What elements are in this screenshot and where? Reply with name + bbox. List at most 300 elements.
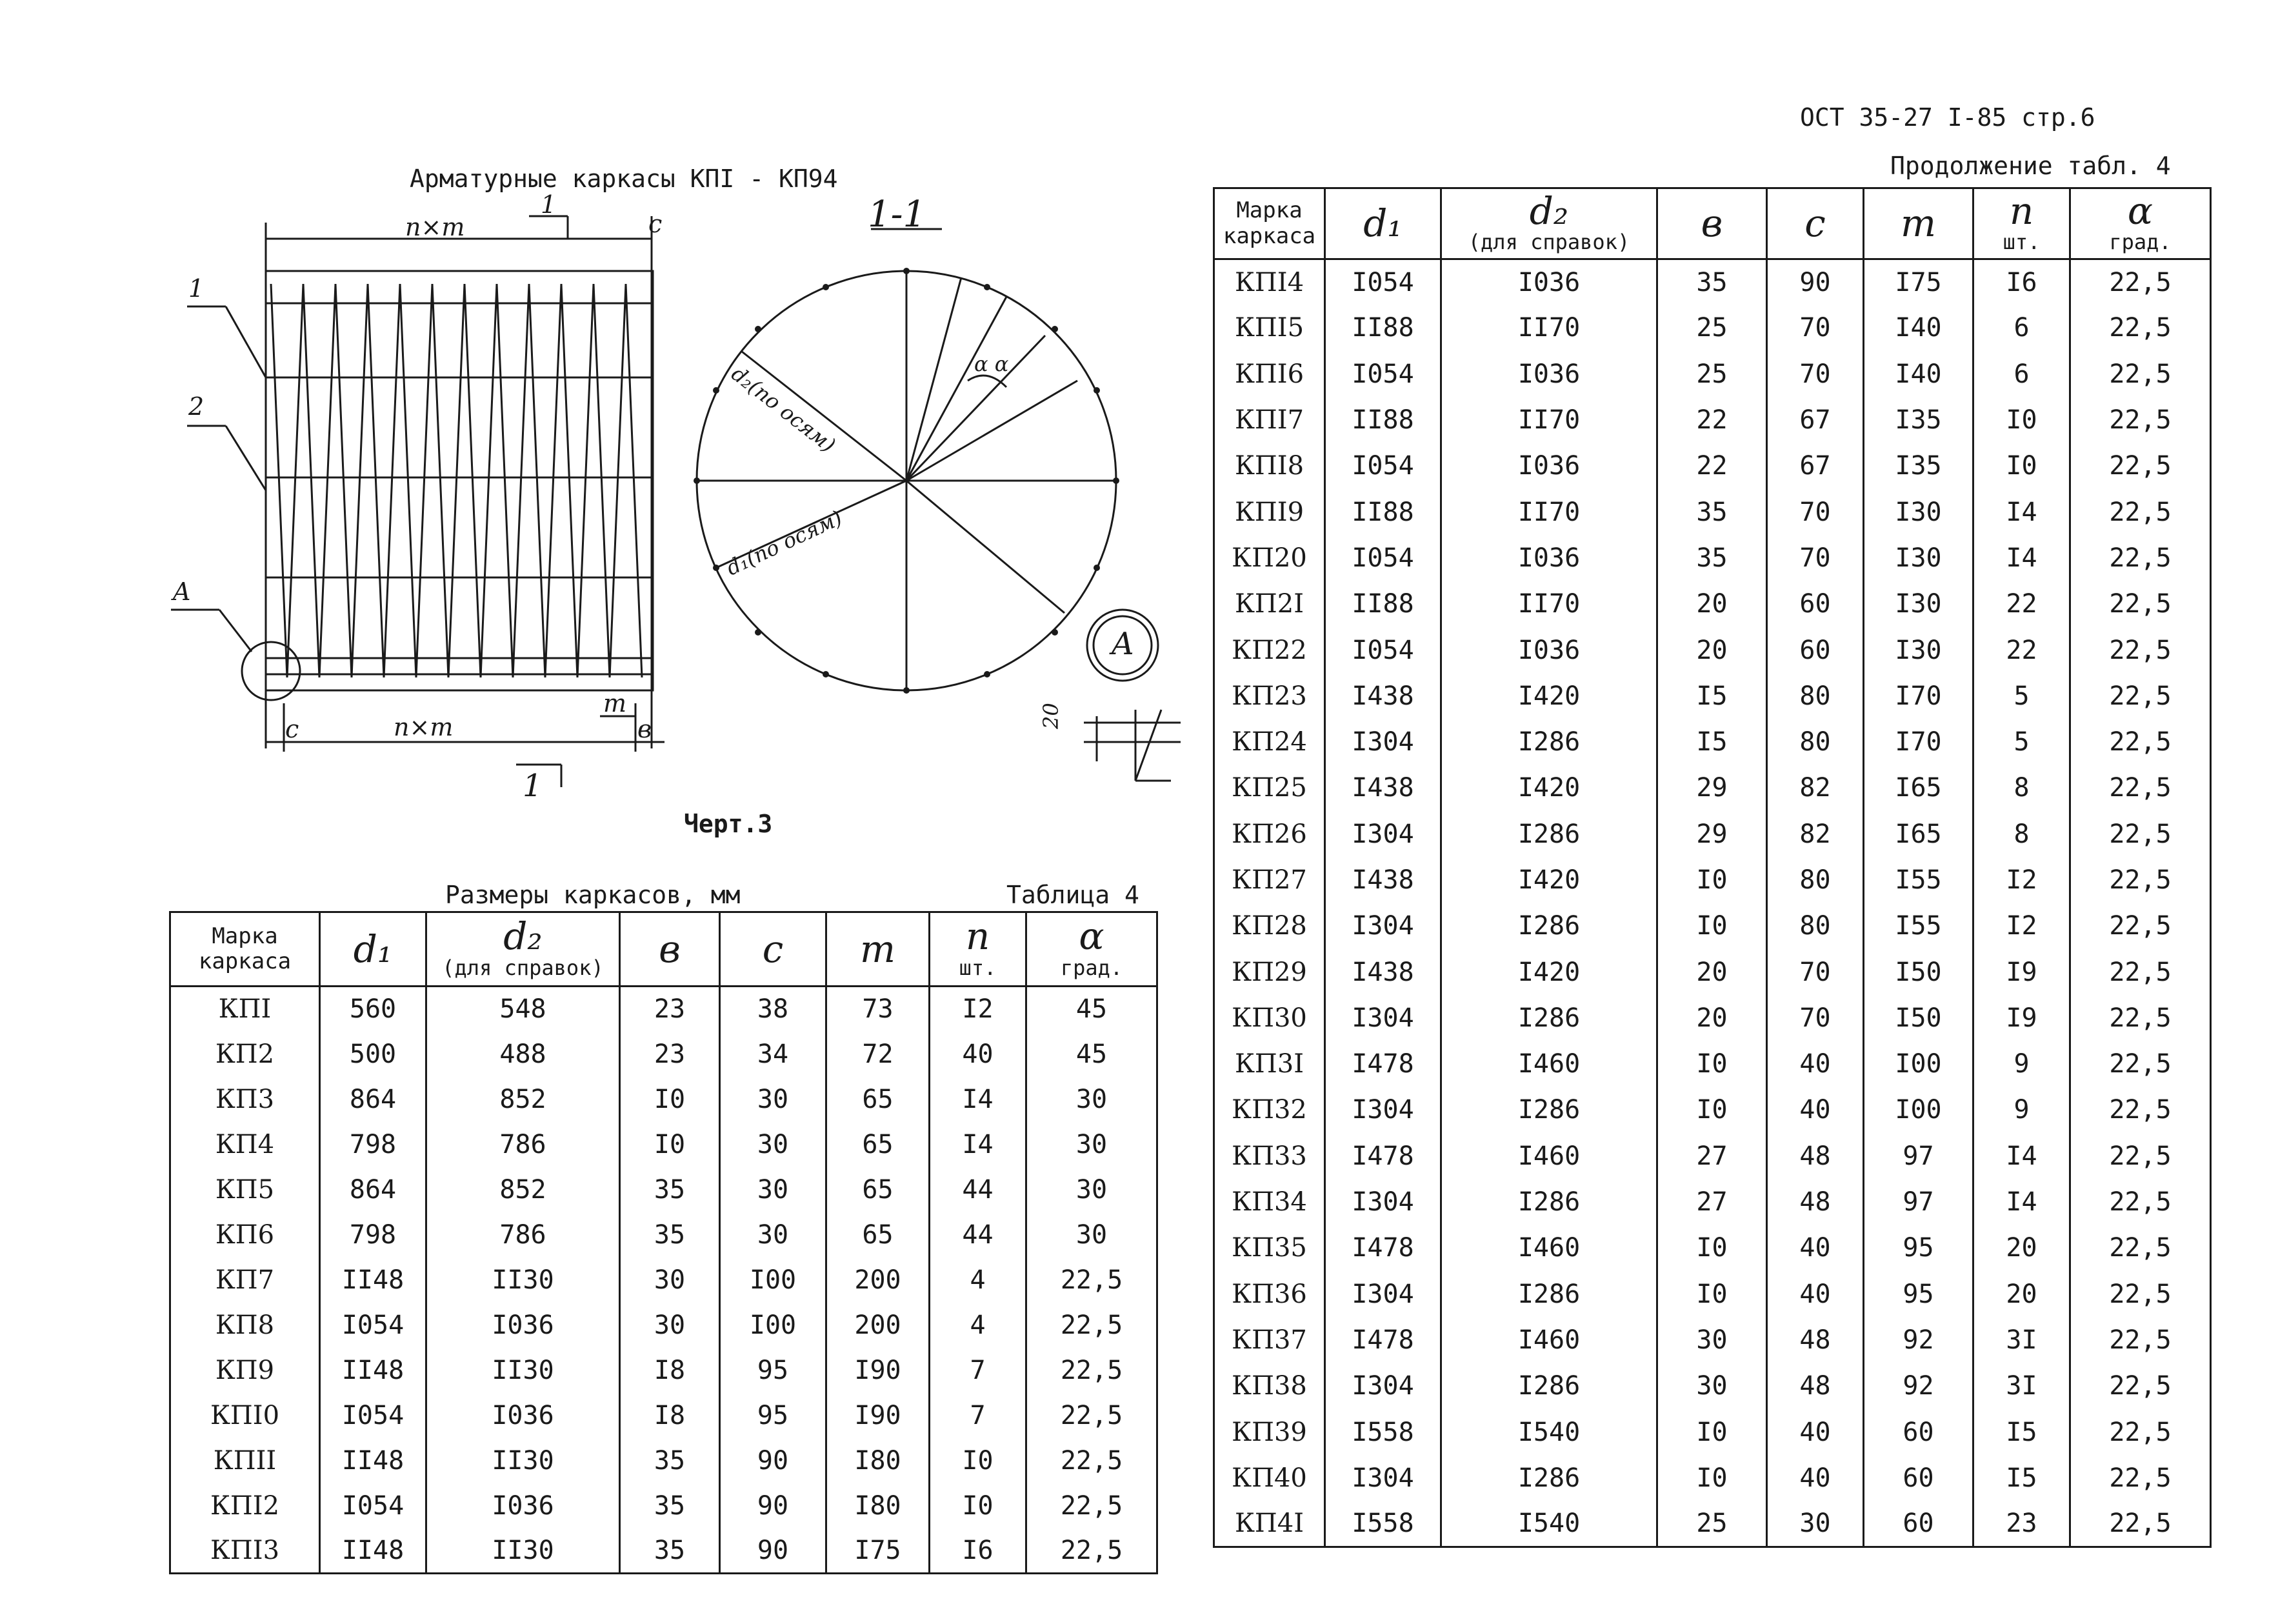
table-cell: 30 bbox=[720, 1212, 826, 1258]
table-cell: I286 bbox=[1441, 995, 1657, 1041]
table-cell: 20 bbox=[1657, 627, 1767, 673]
table-cell: 22,5 bbox=[2070, 1271, 2211, 1317]
table-cell: 70 bbox=[1767, 489, 1864, 535]
table-cell: 22,5 bbox=[2070, 995, 2211, 1041]
table-cell: 200 bbox=[826, 1303, 930, 1348]
col-alpha-label: α bbox=[1079, 914, 1104, 959]
table-cell: II48 bbox=[320, 1529, 426, 1574]
table-cell: I036 bbox=[426, 1393, 620, 1438]
table-cell: 70 bbox=[1767, 995, 1864, 1041]
cell-mark: КПII bbox=[170, 1438, 320, 1483]
table-cell: I036 bbox=[426, 1483, 620, 1529]
col-mark-label: Марка каркаса bbox=[198, 923, 292, 974]
col-m bbox=[826, 912, 930, 987]
table-cell: 22,5 bbox=[1026, 1393, 1157, 1438]
table-cell: 30 bbox=[1026, 1167, 1157, 1212]
table-cell: I478 bbox=[1325, 1133, 1441, 1179]
cell-mark: КПI0 bbox=[170, 1393, 320, 1438]
col-m-label: m bbox=[1901, 201, 1936, 246]
table-cell: I054 bbox=[1325, 443, 1441, 489]
label-n-m-top: n×m bbox=[405, 213, 465, 241]
table-cell: I438 bbox=[1325, 949, 1441, 995]
table-row bbox=[1214, 535, 2211, 581]
table-cell: 65 bbox=[826, 1212, 930, 1258]
label-b-bottom: в bbox=[637, 715, 652, 743]
table-cell: 3I bbox=[1973, 1363, 2070, 1409]
col-c bbox=[1767, 188, 1864, 259]
table-row bbox=[1214, 1455, 2211, 1501]
continuation-label: Продолжение табл. 4 bbox=[1890, 152, 2171, 180]
table-cell: I054 bbox=[1325, 259, 1441, 305]
table-cell: 30 bbox=[620, 1258, 720, 1303]
table-cell: 95 bbox=[720, 1348, 826, 1393]
table-cell: 22,5 bbox=[1026, 1483, 1157, 1529]
table-cell: 65 bbox=[826, 1167, 930, 1212]
table-cell: I0 bbox=[1657, 1041, 1767, 1087]
table-row bbox=[170, 1348, 1157, 1393]
cell-mark: КП40 bbox=[1214, 1455, 1325, 1501]
table-cell: I420 bbox=[1441, 765, 1657, 811]
table-cell: II30 bbox=[426, 1438, 620, 1483]
table-cell: I460 bbox=[1441, 1317, 1657, 1363]
table-cell: 8 bbox=[1973, 765, 2070, 811]
table-cell: 3I bbox=[1973, 1317, 2070, 1363]
table-cell: 22,5 bbox=[1026, 1438, 1157, 1483]
cell-mark: КПI9 bbox=[1214, 489, 1325, 535]
table-cell: 90 bbox=[720, 1529, 826, 1574]
cell-mark: КП29 bbox=[1214, 949, 1325, 995]
table-row bbox=[1214, 397, 2211, 443]
table-cell: I054 bbox=[320, 1393, 426, 1438]
table-cell: I4 bbox=[1973, 1133, 2070, 1179]
table-cell: 22 bbox=[1657, 443, 1767, 489]
cell-mark: КП3I bbox=[1214, 1041, 1325, 1087]
table-cell: 27 bbox=[1657, 1179, 1767, 1225]
cell-mark: КП20 bbox=[1214, 535, 1325, 581]
table-cell: 22,5 bbox=[2070, 1455, 2211, 1501]
table-cell: I4 bbox=[1973, 1179, 2070, 1225]
col-mark bbox=[1214, 188, 1325, 259]
table-cell: I460 bbox=[1441, 1133, 1657, 1179]
table-row bbox=[1214, 765, 2211, 811]
cell-mark: КП6 bbox=[170, 1212, 320, 1258]
col-alpha-label: α bbox=[2127, 188, 2153, 233]
reinforcement-cage-drawing bbox=[0, 0, 1194, 839]
table-cell: 500 bbox=[320, 1032, 426, 1077]
cell-mark: КПI2 bbox=[170, 1483, 320, 1529]
table-cell: I558 bbox=[1325, 1409, 1441, 1455]
table-cell: 82 bbox=[1767, 811, 1864, 857]
table-row bbox=[1214, 995, 2211, 1041]
table-cell: I30 bbox=[1864, 489, 1973, 535]
table-cell: 22,5 bbox=[2070, 305, 2211, 351]
table-cell: 67 bbox=[1767, 443, 1864, 489]
table-cell: 82 bbox=[1767, 765, 1864, 811]
table-cell: 22,5 bbox=[2070, 1087, 2211, 1133]
table-cell: 798 bbox=[320, 1212, 426, 1258]
table-cell: 25 bbox=[1657, 1501, 1767, 1547]
cell-mark: КП8 bbox=[170, 1303, 320, 1348]
cell-mark: КП28 bbox=[1214, 903, 1325, 949]
table-cell: I286 bbox=[1441, 903, 1657, 949]
table-cell: 60 bbox=[1767, 627, 1864, 673]
table-cell: 40 bbox=[1767, 1225, 1864, 1271]
table-cell: 48 bbox=[1767, 1317, 1864, 1363]
col-d1-label: d₁ bbox=[1363, 201, 1403, 246]
table-cell: I438 bbox=[1325, 765, 1441, 811]
table-cell: I540 bbox=[1441, 1409, 1657, 1455]
table-cell: 22 bbox=[1657, 397, 1767, 443]
table-cell: 560 bbox=[320, 987, 426, 1032]
table-cell: 20 bbox=[1657, 581, 1767, 627]
table-cell: 35 bbox=[620, 1529, 720, 1574]
table-cell: 40 bbox=[1767, 1455, 1864, 1501]
col-d1 bbox=[320, 912, 426, 987]
table-cell: I4 bbox=[930, 1077, 1026, 1122]
table-cell: I5 bbox=[1657, 719, 1767, 765]
table-cell: 30 bbox=[1026, 1122, 1157, 1167]
table-cell: 20 bbox=[1657, 949, 1767, 995]
table-cell: 45 bbox=[1026, 987, 1157, 1032]
table-cell: I5 bbox=[1973, 1455, 2070, 1501]
table-cell: 22,5 bbox=[2070, 1363, 2211, 1409]
table-cell: I304 bbox=[1325, 1179, 1441, 1225]
table-cell: I9 bbox=[1973, 949, 2070, 995]
table-cell: 4 bbox=[930, 1258, 1026, 1303]
table-cell: I4 bbox=[1973, 535, 2070, 581]
table-cell: 30 bbox=[1767, 1501, 1864, 1547]
col-n bbox=[930, 912, 1026, 987]
table-cell: I304 bbox=[1325, 1363, 1441, 1409]
dim-20: 20 bbox=[1039, 703, 1063, 729]
col-d2-label: d₂ bbox=[1529, 188, 1569, 233]
table-row bbox=[1214, 305, 2211, 351]
table-cell: 25 bbox=[1657, 351, 1767, 397]
table-row bbox=[1214, 1179, 2211, 1225]
table-cell: I286 bbox=[1441, 1271, 1657, 1317]
table-cell: I304 bbox=[1325, 1087, 1441, 1133]
cell-mark: КП5 bbox=[170, 1167, 320, 1212]
table-cell: 22,5 bbox=[2070, 1041, 2211, 1087]
table-row bbox=[1214, 673, 2211, 719]
table-cell: 7 bbox=[930, 1393, 1026, 1438]
table-cell: I054 bbox=[1325, 351, 1441, 397]
col-b bbox=[620, 912, 720, 987]
cell-mark: КП4 bbox=[170, 1122, 320, 1167]
table-cell: 22,5 bbox=[2070, 719, 2211, 765]
table-cell: I0 bbox=[1973, 397, 2070, 443]
col-alpha-unit: град. bbox=[2109, 230, 2172, 254]
table-row bbox=[1214, 489, 2211, 535]
table-cell: I70 bbox=[1864, 719, 1973, 765]
table-row bbox=[1214, 1317, 2211, 1363]
table-row bbox=[1214, 1087, 2211, 1133]
table-cell: I4 bbox=[1973, 489, 2070, 535]
col-n-unit: шт. bbox=[959, 955, 997, 980]
table-cell: I0 bbox=[1657, 1087, 1767, 1133]
table-cell: I40 bbox=[1864, 351, 1973, 397]
col-c bbox=[720, 912, 826, 987]
table-cell: I286 bbox=[1441, 1455, 1657, 1501]
cell-mark: КП2 bbox=[170, 1032, 320, 1077]
table-row bbox=[1214, 627, 2211, 673]
table-cell: I0 bbox=[930, 1483, 1026, 1529]
cell-mark: КП23 bbox=[1214, 673, 1325, 719]
cell-mark: КП35 bbox=[1214, 1225, 1325, 1271]
label-n-m-bottom: n×m bbox=[394, 713, 454, 741]
table-cell: 6 bbox=[1973, 351, 2070, 397]
table-row bbox=[170, 1167, 1157, 1212]
table-row bbox=[1214, 811, 2211, 857]
table-cell: 22,5 bbox=[1026, 1258, 1157, 1303]
table-cell: 786 bbox=[426, 1122, 620, 1167]
table-row bbox=[1214, 443, 2211, 489]
table-cell: I75 bbox=[1864, 259, 1973, 305]
table-cell: I036 bbox=[1441, 259, 1657, 305]
table-cell: I0 bbox=[1657, 1409, 1767, 1455]
table-cell: 92 bbox=[1864, 1363, 1973, 1409]
table-cell: 23 bbox=[620, 1032, 720, 1077]
table-cell: I286 bbox=[1441, 1179, 1657, 1225]
table-cell: II88 bbox=[1325, 581, 1441, 627]
table-cell: 73 bbox=[826, 987, 930, 1032]
table-cell: 30 bbox=[1657, 1317, 1767, 1363]
table-cell: 90 bbox=[1767, 259, 1864, 305]
table-row bbox=[1214, 719, 2211, 765]
table-cell: 48 bbox=[1767, 1179, 1864, 1225]
table-cell: 22,5 bbox=[2070, 535, 2211, 581]
table-cell: 22,5 bbox=[1026, 1303, 1157, 1348]
table-cell: II88 bbox=[1325, 489, 1441, 535]
table-cell: 22,5 bbox=[2070, 1317, 2211, 1363]
table-cell: 44 bbox=[930, 1167, 1026, 1212]
table-cell: I438 bbox=[1325, 857, 1441, 903]
d1-note: d₁(по осям) bbox=[723, 505, 846, 581]
d2-note: d₂(по осям) bbox=[726, 361, 841, 457]
cell-mark: КП32 bbox=[1214, 1087, 1325, 1133]
table-cell: 80 bbox=[1767, 673, 1864, 719]
col-n-unit: шт. bbox=[2003, 230, 2041, 254]
col-mark-label: Марка каркаса bbox=[1223, 197, 1316, 249]
cell-mark: КП7 bbox=[170, 1258, 320, 1303]
table-cell: 35 bbox=[1657, 259, 1767, 305]
table-cell: 95 bbox=[720, 1393, 826, 1438]
table-cell: I00 bbox=[720, 1303, 826, 1348]
table-cell: 22,5 bbox=[2070, 397, 2211, 443]
table-cell: 22 bbox=[1973, 581, 2070, 627]
table-cell: 70 bbox=[1767, 351, 1864, 397]
table-cell: I558 bbox=[1325, 1501, 1441, 1547]
table-cell: I304 bbox=[1325, 995, 1441, 1041]
table-cell: 95 bbox=[1864, 1225, 1973, 1271]
table-cell: I0 bbox=[930, 1438, 1026, 1483]
table-cell: 72 bbox=[826, 1032, 930, 1077]
table-cell: 60 bbox=[1864, 1409, 1973, 1455]
table-cell: I50 bbox=[1864, 949, 1973, 995]
table-cell: 22,5 bbox=[2070, 673, 2211, 719]
table-cell: I2 bbox=[930, 987, 1026, 1032]
detail-label: A bbox=[1112, 626, 1134, 662]
label-c-top: c bbox=[648, 210, 663, 238]
cell-mark: КП27 bbox=[1214, 857, 1325, 903]
table-cell: 60 bbox=[1864, 1501, 1973, 1547]
cell-mark: КП33 bbox=[1214, 1133, 1325, 1179]
angle-label: α α bbox=[974, 352, 1009, 376]
table-cell: 30 bbox=[720, 1122, 826, 1167]
table-cell: 22,5 bbox=[2070, 1501, 2211, 1547]
table-cell: I35 bbox=[1864, 397, 1973, 443]
table-cell: 22,5 bbox=[2070, 443, 2211, 489]
table-cell: 548 bbox=[426, 987, 620, 1032]
table-cell: I286 bbox=[1441, 1087, 1657, 1133]
table-cell: 40 bbox=[1767, 1041, 1864, 1087]
table-row bbox=[170, 1032, 1157, 1077]
table-cell: I35 bbox=[1864, 443, 1973, 489]
cell-mark: КПI8 bbox=[1214, 443, 1325, 489]
table-cell: I054 bbox=[320, 1483, 426, 1529]
cell-mark: КПI4 bbox=[1214, 259, 1325, 305]
col-b-label: в bbox=[659, 927, 681, 971]
table-cell: I8 bbox=[620, 1348, 720, 1393]
table-cell: 40 bbox=[930, 1032, 1026, 1077]
cell-mark: КПI5 bbox=[1214, 305, 1325, 351]
table-cell: 852 bbox=[426, 1077, 620, 1122]
table-cell: 27 bbox=[1657, 1133, 1767, 1179]
col-alpha bbox=[2070, 188, 2211, 259]
table-cell: I50 bbox=[1864, 995, 1973, 1041]
table-cell: 35 bbox=[620, 1438, 720, 1483]
table-cell: 30 bbox=[620, 1303, 720, 1348]
table-row bbox=[1214, 351, 2211, 397]
table-cell: 60 bbox=[1864, 1455, 1973, 1501]
table-cell: II70 bbox=[1441, 489, 1657, 535]
table-cell: II48 bbox=[320, 1258, 426, 1303]
table-row bbox=[1214, 259, 2211, 305]
cell-mark: КП2I bbox=[1214, 581, 1325, 627]
leader-1: 1 bbox=[188, 274, 205, 303]
table-cell: 90 bbox=[720, 1438, 826, 1483]
table-cell: I40 bbox=[1864, 305, 1973, 351]
table-cell: 22,5 bbox=[2070, 351, 2211, 397]
table-cell: I0 bbox=[1973, 443, 2070, 489]
table-cell: II70 bbox=[1441, 397, 1657, 443]
col-m bbox=[1864, 188, 1973, 259]
table-cell: 22,5 bbox=[2070, 765, 2211, 811]
table-cell: I438 bbox=[1325, 673, 1441, 719]
table-cell: 852 bbox=[426, 1167, 620, 1212]
table-cell: I286 bbox=[1441, 719, 1657, 765]
col-b bbox=[1657, 188, 1767, 259]
col-alpha bbox=[1026, 912, 1157, 987]
table-cell: I0 bbox=[620, 1122, 720, 1167]
table-cell: 22,5 bbox=[2070, 1133, 2211, 1179]
table-cell: 22,5 bbox=[2070, 489, 2211, 535]
table-cell: I55 bbox=[1864, 857, 1973, 903]
table-cell: 35 bbox=[620, 1212, 720, 1258]
table-cell: I304 bbox=[1325, 811, 1441, 857]
table-cell: 45 bbox=[1026, 1032, 1157, 1077]
col-b-label: в bbox=[1701, 201, 1723, 246]
table-cell: 23 bbox=[620, 987, 720, 1032]
table-cell: I304 bbox=[1325, 1271, 1441, 1317]
table-cell: I80 bbox=[826, 1483, 930, 1529]
table-cell: 5 bbox=[1973, 719, 2070, 765]
table-cell: I5 bbox=[1657, 673, 1767, 719]
table-cell: II30 bbox=[426, 1348, 620, 1393]
table-cell: 80 bbox=[1767, 719, 1864, 765]
table-cell: I70 bbox=[1864, 673, 1973, 719]
table-cell: 34 bbox=[720, 1032, 826, 1077]
col-d2 bbox=[426, 912, 620, 987]
table-cell: 30 bbox=[720, 1167, 826, 1212]
table-cell: 20 bbox=[1973, 1225, 2070, 1271]
table-cell: 22,5 bbox=[2070, 1225, 2211, 1271]
table-cell: 4 bbox=[930, 1303, 1026, 1348]
table-cell: 70 bbox=[1767, 949, 1864, 995]
table-cell: 48 bbox=[1767, 1363, 1864, 1409]
table-cell: II48 bbox=[320, 1438, 426, 1483]
table-cell: I00 bbox=[1864, 1041, 1973, 1087]
table-cell: 798 bbox=[320, 1122, 426, 1167]
col-alpha-unit: град. bbox=[1060, 955, 1123, 980]
page-header: ОСТ 35-27 I-85 стр.6 bbox=[1800, 103, 2095, 132]
table-row bbox=[170, 1122, 1157, 1167]
table-cell: I8 bbox=[620, 1393, 720, 1438]
table-row bbox=[1214, 1501, 2211, 1547]
cell-mark: КП24 bbox=[1214, 719, 1325, 765]
col-d2-note: (для справок) bbox=[442, 955, 604, 980]
table-cell: I036 bbox=[426, 1303, 620, 1348]
table-row bbox=[170, 1438, 1157, 1483]
table-cell: 25 bbox=[1657, 305, 1767, 351]
table-cell: 70 bbox=[1767, 535, 1864, 581]
col-d2 bbox=[1441, 188, 1657, 259]
table-cell: II88 bbox=[1325, 305, 1441, 351]
cell-mark: КП37 bbox=[1214, 1317, 1325, 1363]
table-cell: 22,5 bbox=[2070, 581, 2211, 627]
cell-mark: КП25 bbox=[1214, 765, 1325, 811]
table-cell: I65 bbox=[1864, 811, 1973, 857]
col-d2-label: d₂ bbox=[503, 914, 543, 959]
table-cell: I90 bbox=[826, 1348, 930, 1393]
table-cell: 40 bbox=[1767, 1271, 1864, 1317]
drawing-caption: Черт.3 bbox=[684, 810, 773, 838]
col-d1-label: d₁ bbox=[353, 927, 393, 971]
table-row bbox=[1214, 1363, 2211, 1409]
drawing-title: Арматурные каркасы КПI - КП94 bbox=[410, 165, 838, 193]
table-cell: 22,5 bbox=[2070, 949, 2211, 995]
table-row bbox=[170, 987, 1157, 1032]
leader-a: A bbox=[173, 577, 191, 606]
section-title: 1-1 bbox=[868, 194, 926, 236]
cell-mark: КП39 bbox=[1214, 1409, 1325, 1455]
table-cell: 22 bbox=[1973, 627, 2070, 673]
table-cell: I6 bbox=[930, 1529, 1026, 1574]
table-cell: I054 bbox=[1325, 535, 1441, 581]
table-cell: II88 bbox=[1325, 397, 1441, 443]
table-cell: 30 bbox=[1026, 1077, 1157, 1122]
table-row bbox=[1214, 949, 2211, 995]
table-cell: 22,5 bbox=[2070, 811, 2211, 857]
table-cell: 864 bbox=[320, 1167, 426, 1212]
table-cell: II30 bbox=[426, 1529, 620, 1574]
table-cell: 22,5 bbox=[2070, 259, 2211, 305]
table-cell: II70 bbox=[1441, 305, 1657, 351]
cell-mark: КП9 bbox=[170, 1348, 320, 1393]
table-cell: 23 bbox=[1973, 1501, 2070, 1547]
table-cell: I30 bbox=[1864, 535, 1973, 581]
table-row bbox=[1214, 857, 2211, 903]
